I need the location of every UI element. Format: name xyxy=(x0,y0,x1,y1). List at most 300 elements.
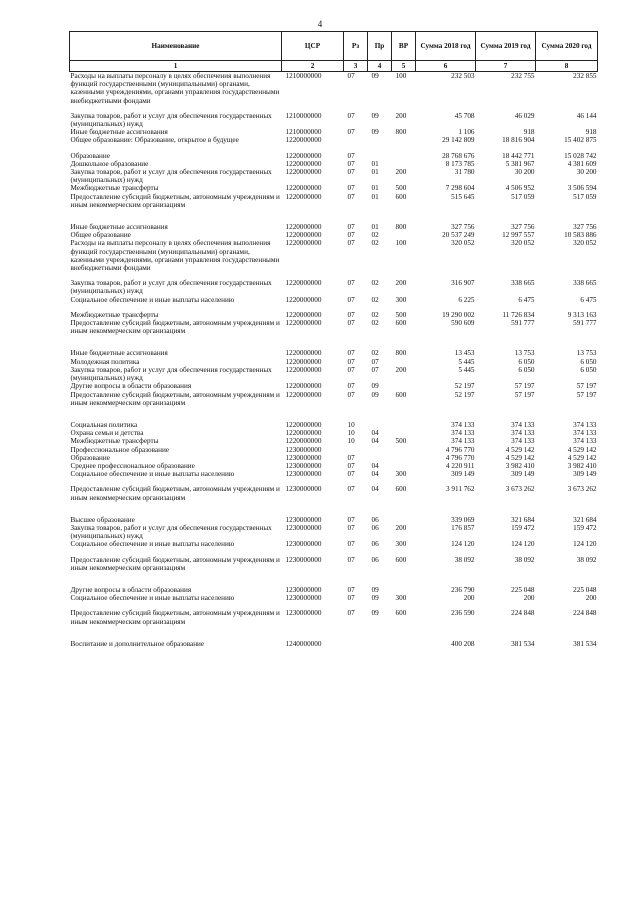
row-csr: 1230000000 xyxy=(285,540,322,549)
row-csr: 1230000000 xyxy=(285,485,322,494)
row-name: Социальная политика xyxy=(70,420,138,429)
row-vr: 100 xyxy=(395,239,407,248)
row-sum-2020: 338 665 xyxy=(573,279,597,288)
row-sum-2019: 4 529 142 xyxy=(505,453,535,462)
row-sum-2018: 28 768 676 xyxy=(442,151,475,160)
row-rz: 07 xyxy=(347,279,355,288)
row-sum-2019: 374 133 xyxy=(511,429,535,438)
row-name: Другие вопросы в области образования xyxy=(70,585,192,594)
row-vr: 200 xyxy=(395,365,407,374)
row-spacer xyxy=(70,209,598,223)
row-spacer xyxy=(70,602,598,609)
row-vr: 500 xyxy=(395,437,407,446)
row-sum-2019: 374 133 xyxy=(511,437,535,446)
row-sum-2018: 400 208 xyxy=(451,639,475,648)
row-sum-2020: 200 xyxy=(585,594,597,603)
row-csr: 1230000000 xyxy=(285,445,322,454)
row-vr: 200 xyxy=(395,168,407,177)
row-rz: 07 xyxy=(347,319,355,328)
row-sum-2019: 57 197 xyxy=(514,382,535,391)
row-sum-2019: 3 673 262 xyxy=(505,485,535,494)
row-sum-2019: 18 816 904 xyxy=(502,136,535,145)
row-rz: 10 xyxy=(347,420,355,429)
row-name: Охрана семьи и детства xyxy=(70,429,144,438)
row-pr: 07 xyxy=(371,357,379,366)
row-name: Расходы на выплаты персоналу в целях обеспечения выполнения функций государственными (муниципальными) органами, казенными учреждениями, органами управления государственными внебюджетными фондами xyxy=(70,239,280,273)
row-vr: 500 xyxy=(395,184,407,193)
row-csr: 1220000000 xyxy=(285,136,322,145)
row-name: Молодежная политика xyxy=(70,357,140,366)
table-row xyxy=(70,470,598,478)
row-sum-2018: 5 445 xyxy=(458,365,475,374)
row-pr: 07 xyxy=(371,365,379,374)
row-sum-2018: 515 645 xyxy=(451,192,475,201)
row-vr xyxy=(392,382,416,390)
spacer-cell xyxy=(70,478,598,485)
row-pr xyxy=(368,152,392,160)
row-sum-2019: 46 029 xyxy=(514,111,535,120)
table-row xyxy=(70,168,598,184)
row-name: Закупка товаров, работ и услуг для обеспечения государственных (муниципальных) нужд xyxy=(70,168,272,185)
row-name: Межбюджетные трансферты xyxy=(70,184,159,193)
row-rz xyxy=(344,136,368,144)
row-name: Предоставление субсидий бюджетным, автономным учреждениям и иным некоммерческим организациям xyxy=(70,319,280,336)
row-pr: 09 xyxy=(371,585,379,594)
column-number: 4 xyxy=(368,61,392,72)
row-rz: 07 xyxy=(347,168,355,177)
row-vr xyxy=(392,586,416,594)
row-sum-2019: 124 120 xyxy=(511,540,535,549)
row-rz: 07 xyxy=(347,485,355,494)
row-sum-2018: 5 445 xyxy=(458,357,475,366)
row-spacer xyxy=(70,145,598,152)
row-rz: 07 xyxy=(347,515,355,524)
row-pr: 06 xyxy=(371,555,379,564)
row-rz: 07 xyxy=(347,192,355,201)
row-sum-2018: 6 225 xyxy=(458,295,475,304)
table-row xyxy=(70,524,598,540)
row-rz: 07 xyxy=(347,390,355,399)
row-vr: 600 xyxy=(395,390,407,399)
row-sum-2019: 918 xyxy=(523,128,535,137)
table-row xyxy=(70,136,598,144)
row-vr xyxy=(392,136,416,144)
column-number-row xyxy=(70,61,598,72)
row-vr xyxy=(392,152,416,160)
row-sum-2018: 316 907 xyxy=(451,279,475,288)
row-sum-2019: 18 442 771 xyxy=(502,151,535,160)
header-sum-2018: Сумма 2018 год xyxy=(416,32,476,61)
row-pr xyxy=(368,454,392,462)
header-rz: Рз xyxy=(344,32,368,61)
row-rz: 07 xyxy=(347,585,355,594)
row-pr: 09 xyxy=(371,382,379,391)
row-sum-2019: 6 050 xyxy=(518,365,535,374)
row-name: Высшее образование xyxy=(70,515,135,524)
row-vr: 200 xyxy=(395,279,407,288)
row-rz: 07 xyxy=(347,111,355,120)
row-sum-2019: 338 665 xyxy=(511,279,535,288)
spacer-cell xyxy=(70,549,598,556)
row-sum-2020: 4 381 609 xyxy=(567,159,597,168)
row-csr: 1220000000 xyxy=(285,184,322,193)
header-csr: ЦСР xyxy=(282,32,344,61)
row-pr: 09 xyxy=(371,594,379,603)
row-rz: 07 xyxy=(347,523,355,532)
row-sum-2019: 321 684 xyxy=(511,515,535,524)
row-pr: 09 xyxy=(371,609,379,618)
table-row xyxy=(70,223,598,231)
row-rz: 07 xyxy=(347,453,355,462)
header-pr: Пр xyxy=(368,32,392,61)
row-vr: 600 xyxy=(395,192,407,201)
row-rz: 07 xyxy=(347,128,355,137)
row-csr: 1230000000 xyxy=(285,461,322,470)
row-rz: 07 xyxy=(347,310,355,319)
row-pr: 04 xyxy=(371,461,379,470)
table-row xyxy=(70,594,598,602)
row-sum-2019: 11 726 834 xyxy=(502,310,535,319)
row-sum-2020: 4 529 142 xyxy=(567,453,597,462)
row-sum-2019: 517 059 xyxy=(511,192,535,201)
row-sum-2020: 232 855 xyxy=(573,72,597,80)
row-pr: 02 xyxy=(371,310,379,319)
row-sum-2020: 13 753 xyxy=(576,349,597,358)
spacer-cell xyxy=(70,145,598,152)
row-name: Образование xyxy=(70,453,110,462)
row-sum-2020: 321 684 xyxy=(573,515,597,524)
header-sum-2020: Сумма 2020 год xyxy=(536,32,598,61)
row-sum-2018: 19 290 002 xyxy=(442,310,475,319)
row-vr: 600 xyxy=(395,609,407,618)
row-sum-2018: 339 069 xyxy=(451,515,475,524)
row-name: Закупка товаров, работ и услуг для обеспечения государственных (муниципальных) нужд xyxy=(70,279,272,296)
row-vr xyxy=(392,462,416,470)
row-sum-2020: 10 583 886 xyxy=(564,231,597,240)
row-pr xyxy=(368,136,392,144)
table-row xyxy=(70,640,598,648)
row-sum-2020: 3 506 594 xyxy=(567,184,597,193)
header-row xyxy=(70,32,598,61)
row-pr: 04 xyxy=(371,429,379,438)
row-name: Иные бюджетные ассигнования xyxy=(70,349,168,358)
row-name: Предоставление субсидий бюджетным, автономным учреждениям и иным некоммерческим организациям xyxy=(70,390,280,407)
row-sum-2018: 124 120 xyxy=(451,540,475,549)
row-rz: 07 xyxy=(347,72,355,80)
row-sum-2019: 12 997 557 xyxy=(502,231,535,240)
table-row xyxy=(70,540,598,548)
row-vr: 800 xyxy=(395,128,407,137)
row-csr: 1220000000 xyxy=(285,365,322,374)
row-vr xyxy=(392,358,416,366)
row-csr: 1230000000 xyxy=(285,594,322,603)
row-csr: 1230000000 xyxy=(285,470,322,479)
table-row xyxy=(70,152,598,160)
table-row xyxy=(70,72,598,105)
row-pr: 09 xyxy=(371,128,379,137)
row-vr: 100 xyxy=(395,72,407,80)
spacer-cell xyxy=(70,304,598,311)
row-sum-2020: 159 472 xyxy=(573,523,597,532)
row-pr: 01 xyxy=(371,192,379,201)
row-csr: 1220000000 xyxy=(285,231,322,240)
row-rz: 10 xyxy=(347,437,355,446)
column-number: 6 xyxy=(416,61,476,72)
row-sum-2020: 30 200 xyxy=(576,168,597,177)
row-rz: 07 xyxy=(347,594,355,603)
row-sum-2020: 591 777 xyxy=(573,319,597,328)
row-sum-2020: 381 534 xyxy=(573,639,597,648)
row-sum-2020: 9 313 163 xyxy=(567,310,597,319)
row-sum-2020: 15 028 742 xyxy=(564,151,597,160)
row-pr: 09 xyxy=(371,111,379,120)
row-sum-2019: 381 534 xyxy=(511,639,535,648)
row-name: Образование xyxy=(70,151,110,160)
row-name: Социальное обеспечение и иные выплаты населению xyxy=(70,295,235,304)
row-sum-2018: 309 149 xyxy=(451,470,475,479)
row-pr: 06 xyxy=(371,515,379,524)
row-pr: 09 xyxy=(371,390,379,399)
column-number: 5 xyxy=(392,61,416,72)
row-sum-2019: 374 133 xyxy=(511,420,535,429)
row-vr xyxy=(392,160,416,168)
row-pr: 02 xyxy=(371,319,379,328)
row-name: Предоставление субсидий бюджетным, автономным учреждениям и иным некоммерческим организациям xyxy=(70,555,280,572)
spacer-cell xyxy=(70,105,598,112)
row-sum-2019: 327 756 xyxy=(511,223,535,232)
row-csr: 1240000000 xyxy=(285,639,322,648)
row-vr xyxy=(392,640,416,648)
row-csr: 1220000000 xyxy=(285,239,322,248)
row-vr: 200 xyxy=(395,523,407,532)
row-name: Расходы на выплаты персоналу в целях обеспечения выполнения функций государственными (муниципальными) органами, казенными учреждениями, органами управления государственными внебюджетными фондами xyxy=(70,72,280,105)
row-csr: 1230000000 xyxy=(285,523,322,532)
row-rz: 07 xyxy=(347,555,355,564)
spacer-cell xyxy=(70,209,598,223)
table-row xyxy=(70,296,598,304)
spacer-cell xyxy=(70,272,598,279)
row-spacer xyxy=(70,272,598,279)
row-name: Предоставление субсидий бюджетным, автономным учреждениям и иным некоммерческим организациям xyxy=(70,485,280,502)
row-sum-2018: 31 780 xyxy=(454,168,475,177)
row-csr: 1220000000 xyxy=(285,310,322,319)
row-name: Иные бюджетные ассигнования xyxy=(70,128,168,137)
table-row xyxy=(70,485,598,501)
row-pr: 04 xyxy=(371,485,379,494)
row-name: Закупка товаров, работ и услуг для обеспечения государственных (муниципальных) нужд xyxy=(70,523,272,541)
row-spacer xyxy=(70,549,598,556)
row-spacer xyxy=(70,407,598,421)
header-name: Наименование xyxy=(70,32,282,61)
row-sum-2018: 236 590 xyxy=(451,609,475,618)
row-name: Предоставление субсидий бюджетным, автономным учреждениям и иным некоммерческим организациям xyxy=(70,192,280,209)
row-vr xyxy=(392,516,416,524)
row-sum-2018: 4 220 911 xyxy=(446,461,475,470)
row-sum-2018: 8 173 785 xyxy=(445,159,475,168)
row-vr xyxy=(392,446,416,454)
row-spacer xyxy=(70,105,598,112)
table-body xyxy=(70,72,598,648)
row-vr xyxy=(392,454,416,462)
row-sum-2018: 3 911 762 xyxy=(446,485,475,494)
column-number: 2 xyxy=(282,61,344,72)
row-vr xyxy=(392,429,416,437)
row-rz xyxy=(344,640,368,648)
row-pr xyxy=(368,446,392,454)
row-name: Другие вопросы в области образования xyxy=(70,382,192,391)
table-row xyxy=(70,454,598,462)
row-pr: 02 xyxy=(371,231,379,240)
row-sum-2019: 159 472 xyxy=(511,523,535,532)
row-sum-2019: 38 092 xyxy=(514,555,535,564)
row-pr: 09 xyxy=(371,72,379,80)
column-number: 1 xyxy=(70,61,282,72)
row-csr: 1230000000 xyxy=(285,585,322,594)
row-name: Социальное обеспечение и иные выплаты населению xyxy=(70,470,235,479)
row-csr: 1220000000 xyxy=(285,319,322,328)
row-sum-2019: 4 506 952 xyxy=(505,184,535,193)
row-vr: 500 xyxy=(395,310,407,319)
row-csr: 1220000000 xyxy=(285,357,322,366)
column-number: 8 xyxy=(536,61,598,72)
spacer-cell xyxy=(70,502,598,516)
row-rz: 07 xyxy=(347,357,355,366)
table-row xyxy=(70,319,598,335)
row-sum-2018: 327 756 xyxy=(451,223,475,232)
header-vr: ВР xyxy=(392,32,416,61)
row-sum-2019: 591 777 xyxy=(511,319,535,328)
row-pr xyxy=(368,640,392,648)
row-pr: 01 xyxy=(371,223,379,232)
row-spacer xyxy=(70,572,598,586)
row-sum-2019: 57 197 xyxy=(514,390,535,399)
row-sum-2020: 320 052 xyxy=(573,239,597,248)
row-vr: 300 xyxy=(395,295,407,304)
row-sum-2019: 224 848 xyxy=(511,609,535,618)
row-csr: 1230000000 xyxy=(285,555,322,564)
table-row xyxy=(70,586,598,594)
row-spacer xyxy=(70,478,598,485)
row-pr: 02 xyxy=(371,239,379,248)
table-row xyxy=(70,391,598,407)
row-sum-2019: 30 200 xyxy=(514,168,535,177)
row-vr: 800 xyxy=(395,349,407,358)
row-csr: 1220000000 xyxy=(285,279,322,288)
row-sum-2020: 15 402 875 xyxy=(564,136,597,145)
row-sum-2020: 918 xyxy=(585,128,597,137)
table-row xyxy=(70,349,598,357)
row-sum-2018: 236 790 xyxy=(451,585,475,594)
row-csr: 1220000000 xyxy=(285,168,322,177)
row-rz: 07 xyxy=(347,159,355,168)
row-sum-2018: 320 052 xyxy=(451,239,475,248)
row-sum-2018: 52 197 xyxy=(454,390,475,399)
row-sum-2020: 374 133 xyxy=(573,437,597,446)
row-sum-2018: 4 796 770 xyxy=(445,453,475,462)
row-name: Среднее профессиональное образование xyxy=(70,461,195,470)
row-csr: 1220000000 xyxy=(285,349,322,358)
row-sum-2019: 225 048 xyxy=(511,585,535,594)
row-sum-2020: 6 475 xyxy=(580,295,597,304)
table-row xyxy=(70,516,598,524)
row-name: Профессиональное образование xyxy=(70,445,170,454)
spacer-cell xyxy=(70,572,598,586)
table-row xyxy=(70,556,598,572)
row-name: Закупка товаров, работ и услуг для обеспечения государственных (муниципальных) нужд xyxy=(70,365,272,383)
row-sum-2020: 224 848 xyxy=(573,609,597,618)
row-pr: 01 xyxy=(371,184,379,193)
row-name: Социальное обеспечение и иные выплаты населению xyxy=(70,594,235,603)
row-sum-2020: 3 673 262 xyxy=(567,485,597,494)
row-rz: 07 xyxy=(347,470,355,479)
row-pr xyxy=(368,421,392,429)
row-csr: 1230000000 xyxy=(285,453,322,462)
table-row xyxy=(70,446,598,454)
row-csr: 1210000000 xyxy=(285,111,322,120)
row-pr: 02 xyxy=(371,279,379,288)
row-sum-2020: 517 059 xyxy=(573,192,597,201)
row-pr: 02 xyxy=(371,349,379,358)
row-csr: 1220000000 xyxy=(285,429,322,438)
row-vr: 300 xyxy=(395,470,407,479)
spacer-cell xyxy=(70,335,598,349)
column-number: 3 xyxy=(344,61,368,72)
row-sum-2020: 38 092 xyxy=(576,555,597,564)
row-pr: 06 xyxy=(371,540,379,549)
row-sum-2018: 29 142 809 xyxy=(442,136,475,145)
row-pr: 02 xyxy=(371,295,379,304)
row-sum-2020: 225 048 xyxy=(573,585,597,594)
row-csr: 1230000000 xyxy=(285,609,322,618)
row-vr: 200 xyxy=(395,111,407,120)
spacer-cell xyxy=(70,407,598,421)
row-rz xyxy=(344,446,368,454)
row-vr: 300 xyxy=(395,594,407,603)
row-rz: 07 xyxy=(347,295,355,304)
table-row xyxy=(70,609,598,625)
row-pr: 04 xyxy=(371,470,379,479)
row-sum-2020: 6 050 xyxy=(580,365,597,374)
row-sum-2019: 13 753 xyxy=(514,349,535,358)
spacer-cell xyxy=(70,626,598,640)
row-sum-2020: 124 120 xyxy=(573,540,597,549)
row-sum-2019: 309 149 xyxy=(511,470,535,479)
row-name: Межбюджетные трансферты xyxy=(70,437,159,446)
row-sum-2018: 52 197 xyxy=(454,382,475,391)
column-number: 7 xyxy=(476,61,536,72)
row-sum-2020: 57 197 xyxy=(576,390,597,399)
row-sum-2019: 232 755 xyxy=(511,72,535,80)
table-row xyxy=(70,160,598,168)
row-sum-2018: 176 857 xyxy=(451,523,475,532)
row-name: Иные бюджетные ассигнования xyxy=(70,223,168,232)
row-name: Общее образование xyxy=(70,231,131,240)
row-sum-2018: 200 xyxy=(463,594,475,603)
row-sum-2020: 57 197 xyxy=(576,382,597,391)
row-sum-2018: 20 537 249 xyxy=(442,231,475,240)
row-name: Воспитание и дополнительное образование xyxy=(70,639,205,648)
row-sum-2019: 6 475 xyxy=(518,295,535,304)
table-row xyxy=(70,421,598,429)
row-sum-2019: 320 052 xyxy=(511,239,535,248)
row-csr: 1220000000 xyxy=(285,223,322,232)
row-name: Закупка товаров, работ и услуг для обеспечения государственных (муниципальных) нужд xyxy=(70,111,272,129)
row-spacer xyxy=(70,626,598,640)
row-sum-2018: 374 133 xyxy=(451,429,475,438)
row-sum-2020: 46 144 xyxy=(576,111,597,120)
spacer-cell xyxy=(70,602,598,609)
row-csr: 1220000000 xyxy=(285,159,322,168)
